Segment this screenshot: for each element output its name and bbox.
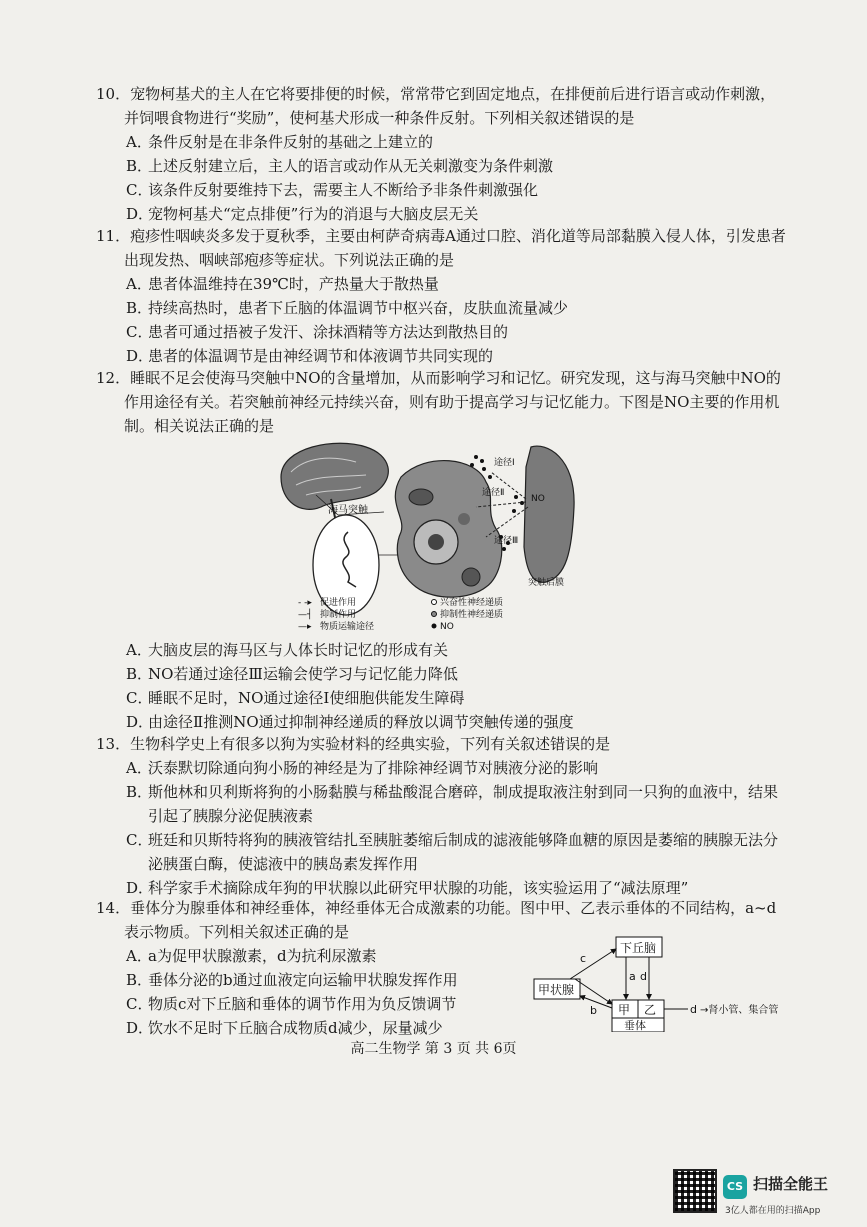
question-10: [96, 82, 786, 226]
pituitary-diagram: [530, 932, 790, 1032]
scanner-watermark: [673, 1169, 853, 1219]
option-a[interactable]: A．大脑皮层的海马区与人体长时记忆的形成有关: [126, 641, 449, 659]
option-c[interactable]: C．睡眠不足时，NO通过途径Ⅰ使细胞供能发生障碍: [126, 689, 465, 707]
option-d[interactable]: D．饮水不足时下丘脑合成物质d减少，尿量减少: [126, 1019, 443, 1037]
thyroid-label: 甲状腺: [538, 983, 575, 997]
option-b[interactable]: B．上述反射建立后，主人的语言或动作从无关刺激变为条件刺激: [126, 157, 554, 175]
option-a[interactable]: A．a为促甲状腺激素，d为抗利尿激素: [126, 947, 377, 965]
svg-text:—┤: —┤: [298, 610, 313, 620]
label-d-right: d: [690, 1003, 697, 1016]
option-d[interactable]: D．宠物柯基犬“定点排便”行为的消退与大脑皮层无关: [126, 205, 479, 223]
question-12: [96, 366, 786, 438]
question-stem: 13．生物科学史上有很多以狗为实验材料的经典实验，下列有关叙述错误的是: [96, 735, 611, 753]
option-a[interactable]: A．沃泰默切除通向狗小肠的神经是为了排除神经调节对胰液分泌的影响: [126, 759, 599, 777]
scanner-tagline: 3亿人都在用的扫描App: [725, 1206, 821, 1216]
question-stem: 12．睡眠不足会使海马突触中NO的含量增加，从而影响学习和记忆。研究发现，这与海马突触中NO的作用途径有关。若突触前神经元持续兴奋，则有助于提高学习与记忆能力。下图是NO主要的作用机制。相关说法正确的是: [96, 369, 781, 435]
postsynaptic-membrane: [524, 446, 574, 582]
jia-label: 甲: [618, 1003, 631, 1017]
option-a[interactable]: A．条件反射是在非条件反射的基础之上建立的: [126, 133, 434, 151]
no-mechanism-figure: [276, 437, 586, 639]
option-b[interactable]: B．NO若通过途径Ⅲ运输会使学习与记忆能力降低: [126, 665, 458, 683]
option-c[interactable]: C．患者可通过捂被子发汗、涂抹酒精等方法达到散热目的: [126, 323, 509, 341]
label-d-top: d: [640, 970, 647, 983]
option-b[interactable]: B．垂体分泌的b通过血液定向运输甲状腺发挥作用: [126, 971, 458, 989]
question-14-options: [96, 944, 516, 1040]
option-a[interactable]: A．患者体温维持在39℃时，产热量大于散热量: [126, 275, 439, 293]
label-a: a: [629, 970, 636, 983]
camscanner-logo-icon: CS: [723, 1175, 747, 1199]
option-d[interactable]: D．患者的体温调节是由神经调节和体液调节共同实现的: [126, 347, 494, 365]
pathway-3-label: 途径Ⅲ: [494, 536, 519, 546]
hippocampus-label: 海马突触: [328, 505, 368, 516]
legend-no: NO: [440, 622, 454, 632]
figure-legend: [298, 596, 503, 632]
question-stem: 11．疱疹性咽峡炎多发于夏秋季，主要由柯萨奇病毒A通过口腔、消化道等局部黏膜入侵人体，引发患者出现发热、咽峡部疱疹等症状。下列说法正确的是: [96, 227, 786, 269]
legend-transport: 物质运输途径: [320, 622, 375, 632]
option-d[interactable]: D．由途径Ⅱ推测NO通过抑制神经递质的释放以调节突触传递的强度: [126, 713, 574, 731]
pituitary-label: 垂体: [624, 1019, 646, 1032]
yi-label: 乙: [644, 1003, 657, 1017]
no-label: NO: [531, 494, 545, 504]
presynaptic-neuron: [395, 461, 501, 598]
label-c: c: [580, 952, 587, 965]
svg-text:- -▸: - -▸: [298, 598, 312, 608]
option-c[interactable]: C．班廷和贝斯特将狗的胰液管结扎至胰脏萎缩后制成的滤液能够降血糖的原因是萎缩的胰腺无法分泌胰蛋白酶，使滤液中的胰岛素发挥作用: [126, 831, 779, 873]
scanner-name: 扫描全能王: [753, 1175, 829, 1193]
postsynaptic-label: 突触后膜: [528, 578, 565, 588]
question-11: [96, 224, 786, 368]
question-12-options: [96, 638, 786, 734]
question-stem: 10．宠物柯基犬的主人在它将要排便的时候，常常带它到固定地点，在排便前后进行语言或动作刺激，并饲喂食物进行“奖励”，使柯基犬形成一种条件反射。下列相关叙述错误的是: [96, 85, 776, 127]
legend-excitatory: 兴奋性神经递质: [440, 598, 504, 608]
option-c[interactable]: C．物质c对下丘脑和垂体的调节作用为负反馈调节: [126, 995, 457, 1013]
page-footer: 高二生物学 第 3 页 共 6页: [350, 1041, 517, 1057]
pathway-2-label: 途径Ⅱ: [482, 488, 505, 498]
pathway-1-label: 途径Ⅰ: [494, 458, 515, 468]
option-c[interactable]: C．该条件反射要维持下去，需要主人不断给予非条件刺激强化: [126, 181, 539, 199]
legend-promote: 促进作用: [320, 598, 357, 608]
svg-text:—▸: —▸: [298, 622, 312, 632]
question-13: [96, 732, 786, 900]
hypothalamus-label: 下丘脑: [620, 941, 657, 955]
option-d[interactable]: D．科学家手术摘除成年狗的甲状腺以此研究甲状腺的功能，该实验运用了“减法原理”: [126, 879, 689, 897]
label-b: b: [590, 1004, 597, 1017]
legend-inhibit: 抑制作用: [320, 610, 357, 620]
option-b[interactable]: B．斯他林和贝利斯将狗的小肠黏膜与稀盐酸混合磨碎，制成提取液注射到同一只狗的血液中，结果引起了胰腺分泌促胰液素: [126, 783, 779, 825]
legend-inhibitory: 抑制性神经递质: [440, 610, 504, 620]
qr-code-icon: [673, 1169, 717, 1213]
option-b[interactable]: B．持续高热时，患者下丘脑的体温调节中枢兴奋，皮肤血流量减少: [126, 299, 569, 317]
question-stem: 14．垂体分为腺垂体和神经垂体，神经垂体无合成激素的功能。图中甲、乙表示垂体的不同结构，a~d表示物质。下列相关叙述正确的是: [96, 899, 777, 941]
target-label: →肾小管、集合管: [700, 1005, 779, 1016]
